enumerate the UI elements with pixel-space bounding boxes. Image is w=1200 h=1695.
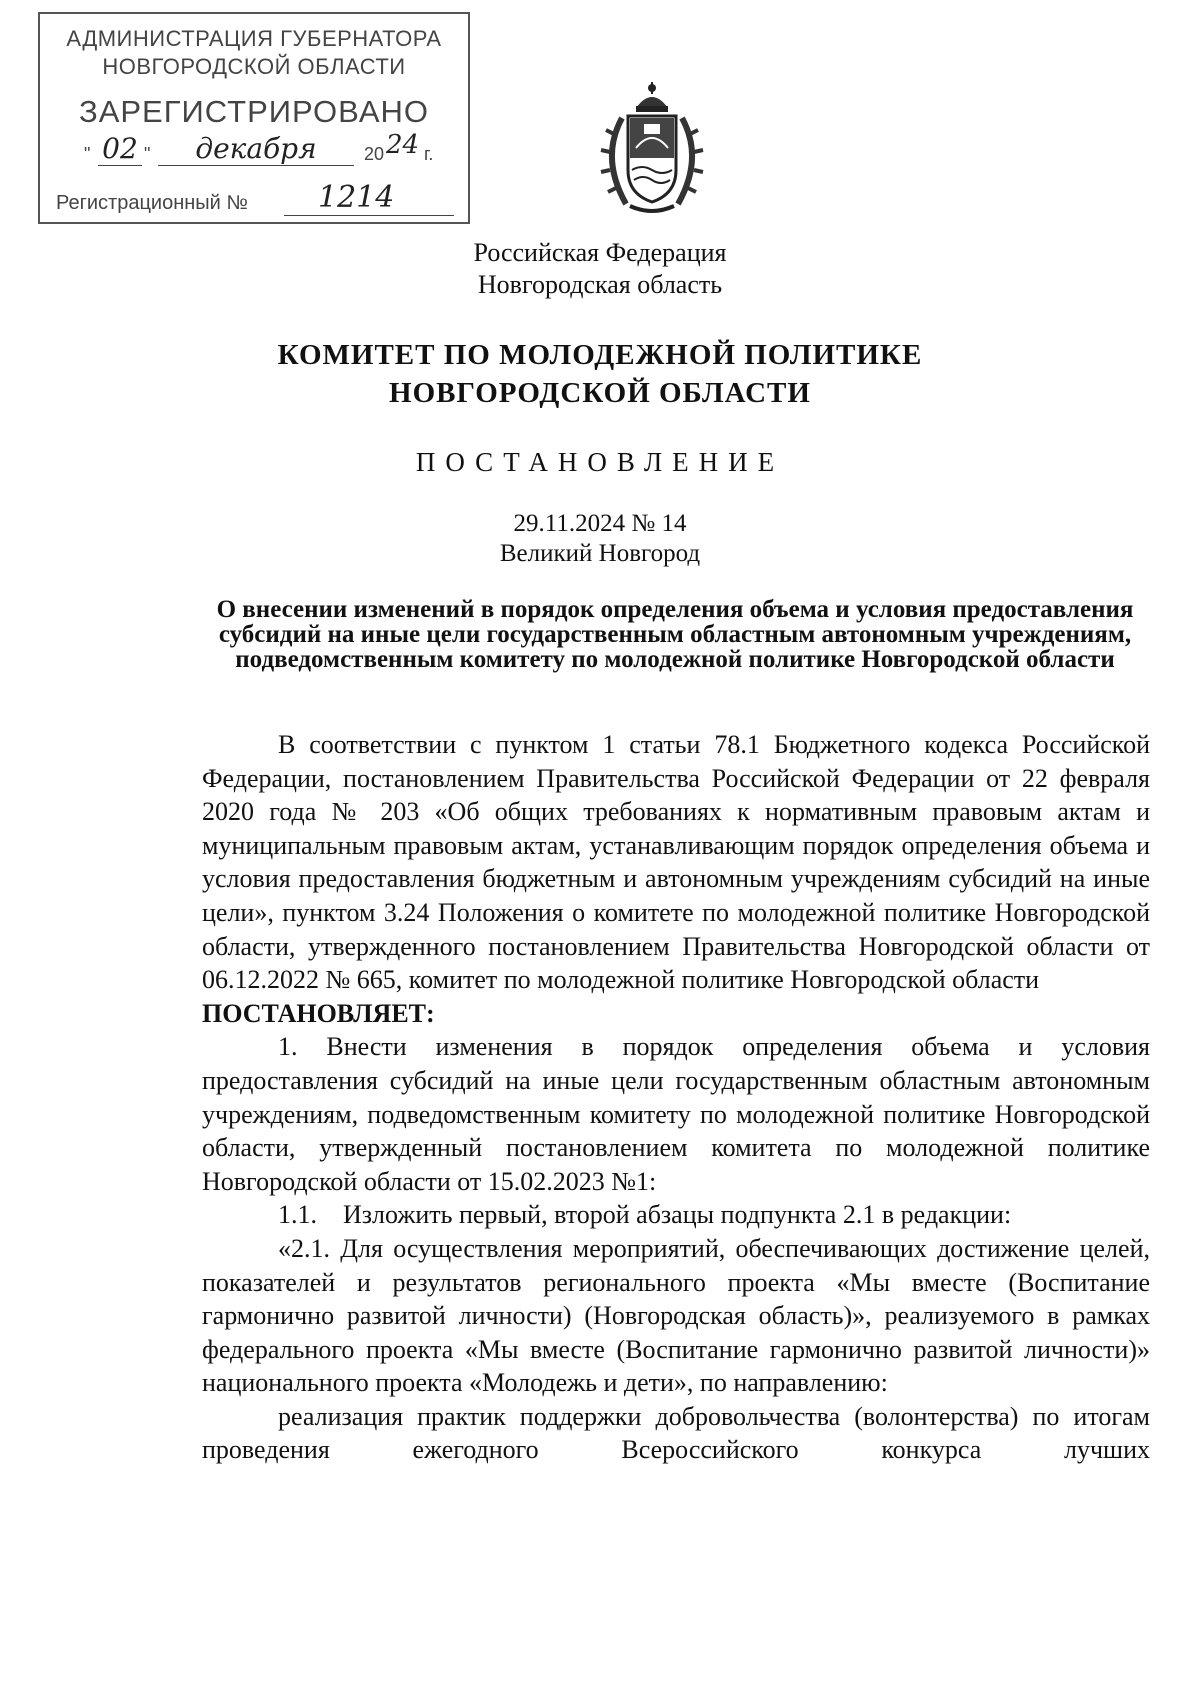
document-date-number: 29.11.2024 № 14 <box>513 510 687 537</box>
committee-name <box>0 336 1200 412</box>
committee-line-2: НОВГОРОДСКОЙ ОБЛАСТИ <box>389 377 811 409</box>
stamp-quote-open: " <box>84 144 91 164</box>
decree-word: ПОСТАНОВЛЯЕТ: <box>202 998 435 1028</box>
stamp-month: декабря <box>158 132 354 166</box>
stamp-date-line <box>84 130 464 176</box>
stamp-line-region: НОВГОРОДСКОЙ ОБЛАСТИ <box>102 54 406 79</box>
document-type: ПОСТАНОВЛЕНИЕ <box>415 447 785 477</box>
region-name: Новгородская область <box>477 270 723 299</box>
stamp-year-prefix: 20 <box>364 144 385 164</box>
document-body <box>202 728 1150 1467</box>
stamp-reg-number: 1214 <box>284 180 454 216</box>
paragraph-practices: реализация практик поддержки добровольчества (волонтерства) по итогам проведения ежегодного Всероссийского конкурса лучших <box>202 1401 1150 1465</box>
paragraph-decree <box>202 997 1150 1031</box>
stamp-year-suffix: 24 <box>386 130 420 160</box>
document-city: Великий Новгород <box>499 540 701 567</box>
paragraph-preamble <box>202 728 1150 997</box>
paragraph-item-1: 1. Внести изменения в порядок определения объема и условия предоставления субсидий на иные цели государственным областным автономным учреждениям, подведомственным комитету по молодежной политике Новгородской области, утвержденный постановлением комитета по молодежной политике Новгородской области от 15.02.2023 №1: <box>202 1032 1150 1196</box>
registration-stamp <box>38 12 470 224</box>
stamp-registration-line <box>56 180 456 218</box>
country-name: Российская Федерация <box>473 238 727 267</box>
stamp-quote-close: " <box>144 144 151 164</box>
stamp-registered: ЗАРЕГИСТРИРОВАНО <box>78 94 429 129</box>
paragraph-item-1-1: 1.1. Изложить первый, второй абзацы подпункта 2.1 в редакции: <box>278 1200 1012 1230</box>
coat-of-arms-icon <box>592 78 712 218</box>
committee-line-1: КОМИТЕТ ПО МОЛОДЕЖНОЙ ПОЛИТИКЕ <box>277 339 923 371</box>
stamp-year-unit: г. <box>424 144 434 164</box>
stamp-line-administration: АДМИНИСТРАЦИЯ ГУБЕРНАТОРА <box>66 26 442 51</box>
stamp-reg-label: Регистрационный № <box>56 192 248 214</box>
document-title: О внесении изменений в порядок определения объема и условия предоставления субсидий на иные цели государственным областным автономным учреждениям, подведомственным комитету по молодежной политике Новгородской области <box>216 596 1134 673</box>
paragraph-item-2-1: «2.1. Для осуществления мероприятий, обеспечивающих достижение целей, показателей и результатов регионального проекта «Мы вместе (Воспитание гармонично развитой личности) (Новгородская область)», реализуемого в рамках федерального проекта «Мы вместе (Воспитание гармонично развитой личности)» национального проекта «Молодежь и дети», по направлению: <box>202 1233 1150 1398</box>
preamble-text: В соответствии с пунктом 1 статьи 78.1 Бюджетного кодекса Российской Федерации, постановлением Правительства Российской Федерации от 22 февраля 2020 года № 203 «Об общих требованиях к нормативным правовым актам и муниципальным правовым актам, устанавливающим порядок определения объема и условия предоставления бюджетным и автономным учреждениям субсидий на иные цели», пунктом 3.24 Положения о комитете по молодежной политике Новгородской области, утвержденного постановлением Правительства Новгородской области от 06.12.2022 № 665, комитет по молодежной политике Новгородской области <box>202 730 1150 995</box>
stamp-day: 02 <box>98 132 142 166</box>
